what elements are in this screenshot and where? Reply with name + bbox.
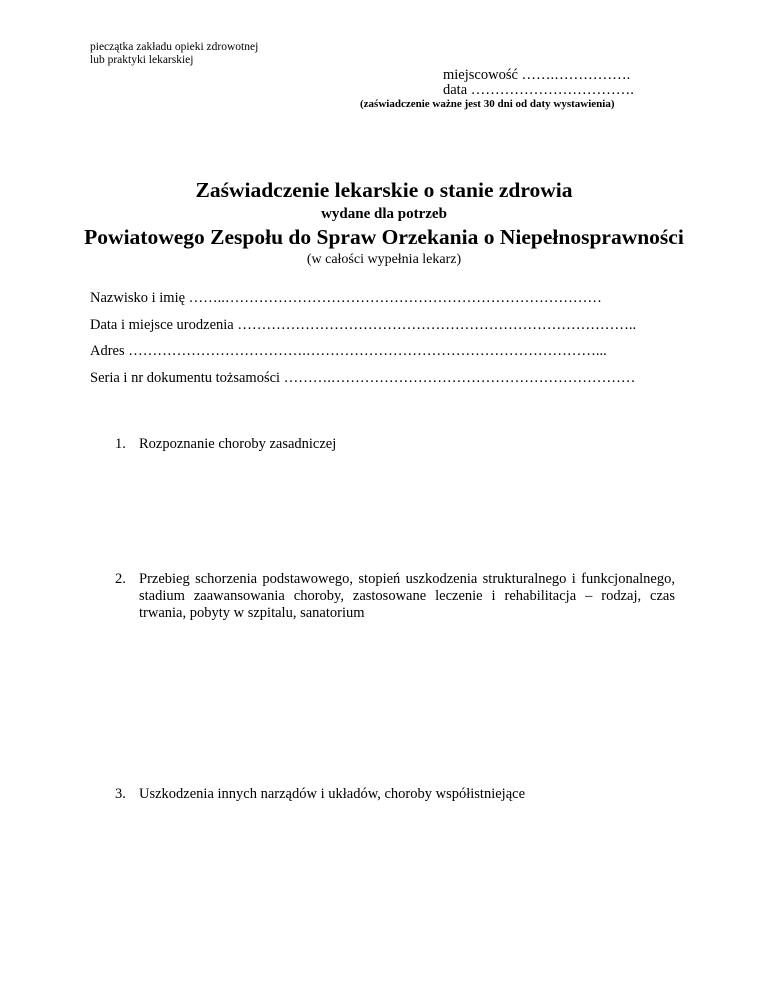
stamp-label-line1: pieczątka zakładu opieki zdrowotnej — [90, 41, 259, 53]
name-field: Nazwisko i imię ……..…………………………………………………………………… — [90, 290, 602, 306]
date-field: data ……………………………. — [443, 82, 634, 98]
fill-note: (w całości wypełnia lekarz) — [306, 252, 462, 267]
issued-for-label: wydane dla potrzeb — [321, 206, 447, 222]
document-title: Zaświadczenie lekarskie o stanie zdrowia — [195, 178, 573, 202]
section-1 — [115, 436, 675, 453]
birth-field: Data i miejsce urodzenia ……………………………………………………………………….. — [90, 317, 637, 333]
stamp-label-line2: lub praktyki lekarskiej — [90, 54, 194, 66]
section-heading: Przebieg schorzenia podstawowego, stopień uszkodzenia strukturalnego i funkcjonalnego, stadium zaawansowania choroby, zastosowane leczenie i rehabilitacja – rodzaj, czas trwania, pobyty w szpitalu, sanatorium — [139, 571, 675, 621]
id-document-field: Seria i nr dokumentu tożsamości ……….……………………………………………………… — [90, 370, 636, 386]
section-heading: Uszkodzenia innych narządów i układów, choroby współistniejące — [139, 786, 526, 802]
section-3 — [115, 786, 675, 803]
committee-name: Powiatowego Zespołu do Spraw Orzekania o Niepełnosprawności — [84, 225, 684, 249]
section-number: 1. — [115, 436, 126, 452]
section-heading: Rozpoznanie choroby zasadniczej — [139, 436, 337, 452]
address-field: Adres ……………………………….……………………………………………………... — [90, 343, 607, 359]
section-number: 3. — [115, 786, 126, 802]
section-number: 2. — [115, 571, 126, 587]
place-field: miejscowość …….……………. — [443, 67, 631, 83]
section-2 — [115, 571, 675, 622]
validity-note: (zaświadczenie ważne jest 30 dni od daty wystawienia) — [360, 98, 615, 110]
